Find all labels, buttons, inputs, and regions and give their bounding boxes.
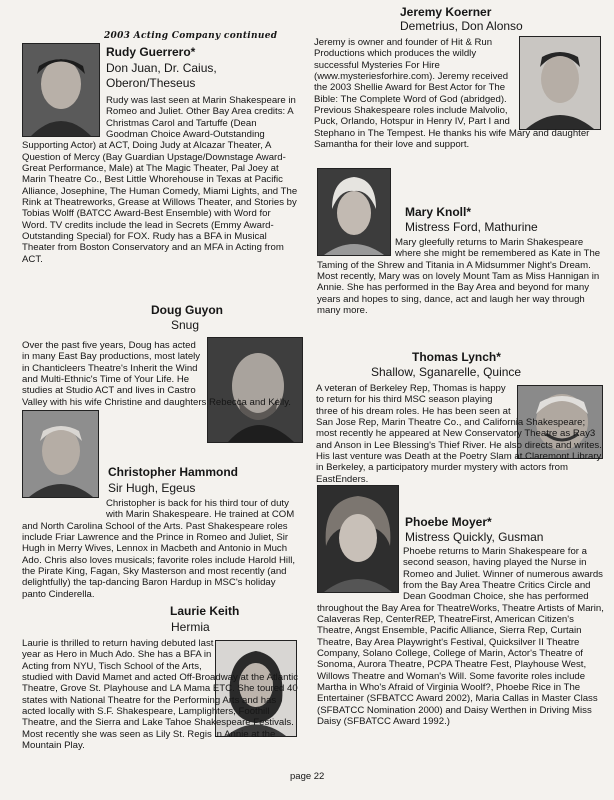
rudy-guerrero-role: Don Juan, Dr. Caius, Oberon/Theseus [106, 61, 217, 90]
mary-knoll-role: Mistress Ford, Mathurine [405, 220, 538, 234]
doug-guyon-role: Snug [171, 318, 200, 332]
laurie-keith-name: Laurie Keith [170, 604, 240, 618]
phoebe-moyer-name: Phoebe Moyer* [405, 515, 492, 529]
thomas-lynch-name: Thomas Lynch* [412, 350, 501, 364]
rudy-guerrero-bio: Rudy was last seen at Marin Shakespeare in Romeo and Juliet. Other Bay Area credits: A Christmas Carol and Tartuffe (Dean Goodman Choice Award-Outstanding Supporting Actor) at ACT, Doing Judy at Alcazar Theater, A Question of Mercy (Bay Guardian Upstage/Downstage Award-Great Performance, Male) at The Magic Theater, Pal Joey at Marin Theatre Co., Best Little Whorehouse in Texas at Pacific Alliance, Josephine, The Human Comedy, Miami Lights, and The Rink at Theatreworks, Grease at Willows Theater, and Stories by Tobias Wolff (BATCC Award-Best Ensemble) with Word for Word. TV credits include the lead in Secrets (Emmy Award-Outstanding Special) for FOX. Rudy has a BFA in Musical Theater from Boston Conservatory and an MFA in Acting from ACT. [22, 95, 298, 265]
laurie-keith-bio: Laurie is thrilled to return having debuted last year as Hero in Much Ado. She has a BFA in Acting from NYU, Tisch School of the Arts, studied with David Mamet and acted Off-Broadway at the Atlantic Theatre, Grove St. Playhouse and LA Mama ETC. She toured 40 states with National Theatre for the Performing Arts and has acted locally with S.F. Shakespeare, Lamplighters, Foothill Theatre, and the Sierra and Lake Tahoe Shakespeare Festivals. Most recently she was seen as Lily St. Regis in Annie at the Mountain Play. [22, 638, 299, 752]
mary-knoll-bio: Mary gleefully returns to Marin Shakespeare where she might be remembered as Kate in The Taming of the Shrew and Titania in A Midsummer Night's Dream. Most recently, Mary was on lovely Mount Tam as Miss Hannigan in Annie. She has performed in the Bay Area and beyond for many years and hopes to sing, dance, act and laugh her way through many more. [317, 237, 601, 317]
mary-knoll-name: Mary Knoll* [405, 205, 472, 219]
thomas-lynch-role: Shallow, Sganarelle, Quince [371, 365, 522, 379]
page-number: page 22 [290, 771, 325, 782]
jeremy-koerner-bio: Jeremy is owner and founder of Hit & Run Productions which produces the wildly successful Mysteries For Hire (www.mysteriesforhire.com). Jeremy received the 2003 Shellie Award for Best Actor for The Bible: The Complete Word of God (abridged). Previous Shakespeare roles include Malvolio, Puck, Orlando, Hotspur in Henry IV, Part I and Stephano in The Tempest. He thanks his wife Mary and daughter Samantha for their love and support. [314, 37, 590, 151]
jeremy-koerner-role: Demetrius, Don Alonso [400, 19, 523, 33]
phoebe-moyer-role: Mistress Quickly, Gusman [405, 530, 544, 544]
thomas-lynch-bio: A veteran of Berkeley Rep, Thomas is happy to return for his third MSC season playing three of his dream roles. He has been seen at San Jose Rep, Marin Theatre Co., and California Shakespeare; most recently he appeared at New Conservatory Theatre as Ray3 and Anson in Lee Blessing's Thief River. He also directs and writes. His last venture was Death at the Poetry Slam at Claremont Library in Berkeley, a participatory murder mystery with actors from EastEnders. [316, 383, 602, 485]
doug-guyon-name: Doug Guyon [151, 303, 223, 317]
doug-guyon-bio: Over the past five years, Doug has acted in many East Bay productions, most lately in Chanticleers Theatre's Inherit the Wind and Multi-Ethnic's Time of Your Life. He studies at Studio ACT and lives in Castro Valley with his wife Christine and daughters Rebecca and Kelly. [22, 340, 291, 408]
christopher-hammond-photo [22, 410, 99, 498]
page-header: 2003 Acting Company continued [104, 31, 278, 41]
christopher-hammond-bio: Christopher is back for his third tour of duty with Marin Shakespeare. He trained at COM and North Carolina School of the Arts. Past Shakespeare roles include Friar Lawrence and the Prince in Romeo and Juliet, Sir Hugh in Merry Wives, Lennox in Macbeth and Antonio in Much Ado. Chris also loves musicals; favorite roles include Harold Hill, the Pirate King, Fagan, Sky Masterson and most recently (and delightfully) the tap-dancing Baron Hardup in MSC's holiday panto Cinderella. [22, 498, 295, 600]
christopher-hammond-name: Christopher Hammond [108, 465, 239, 479]
rudy-guerrero-name: Rudy Guerrero* [106, 45, 196, 59]
christopher-hammond-role: Sir Hugh, Egeus [108, 481, 196, 495]
jeremy-koerner-name: Jeremy Koerner [400, 5, 492, 19]
laurie-keith-role: Hermia [171, 620, 210, 634]
phoebe-moyer-bio: Phoebe returns to Marin Shakespeare for a second season, having played the Nurse in Romeo and Juliet. Winner of numerous awards from the Bay Area Theatre Critics Circle and Dean Goodman Choice, she has performed throughout the Bay Area for TheatreWorks, Theatre Artists of Marin, Calaveras Rep, CenterREP, TheatreFirst, American Citizen's Theatre, Angst Ensemble, Pacific Alliance, Sierra Rep, Curtain Theatre, Bay Area Playwright's Festival, Quicksilver II Theatre Company, Solano College, College of Marin, Actor's Theatre of Sonoma, Aurora Theatre, PCPA Theatre Fest, Playhouse West, Willows Theatre and Woman's Will. Some favorite roles include Martha in Who's Afraid of Virginia Woolf?, Phoebe Rice in The Entertainer (SFBATCC Award 2002), Maria Callas in Master Class (SFBATCC Nomination 2000) and Daisy Werthen in Driving Miss Daisy (SFBATCC Award 1992.) [317, 546, 604, 728]
